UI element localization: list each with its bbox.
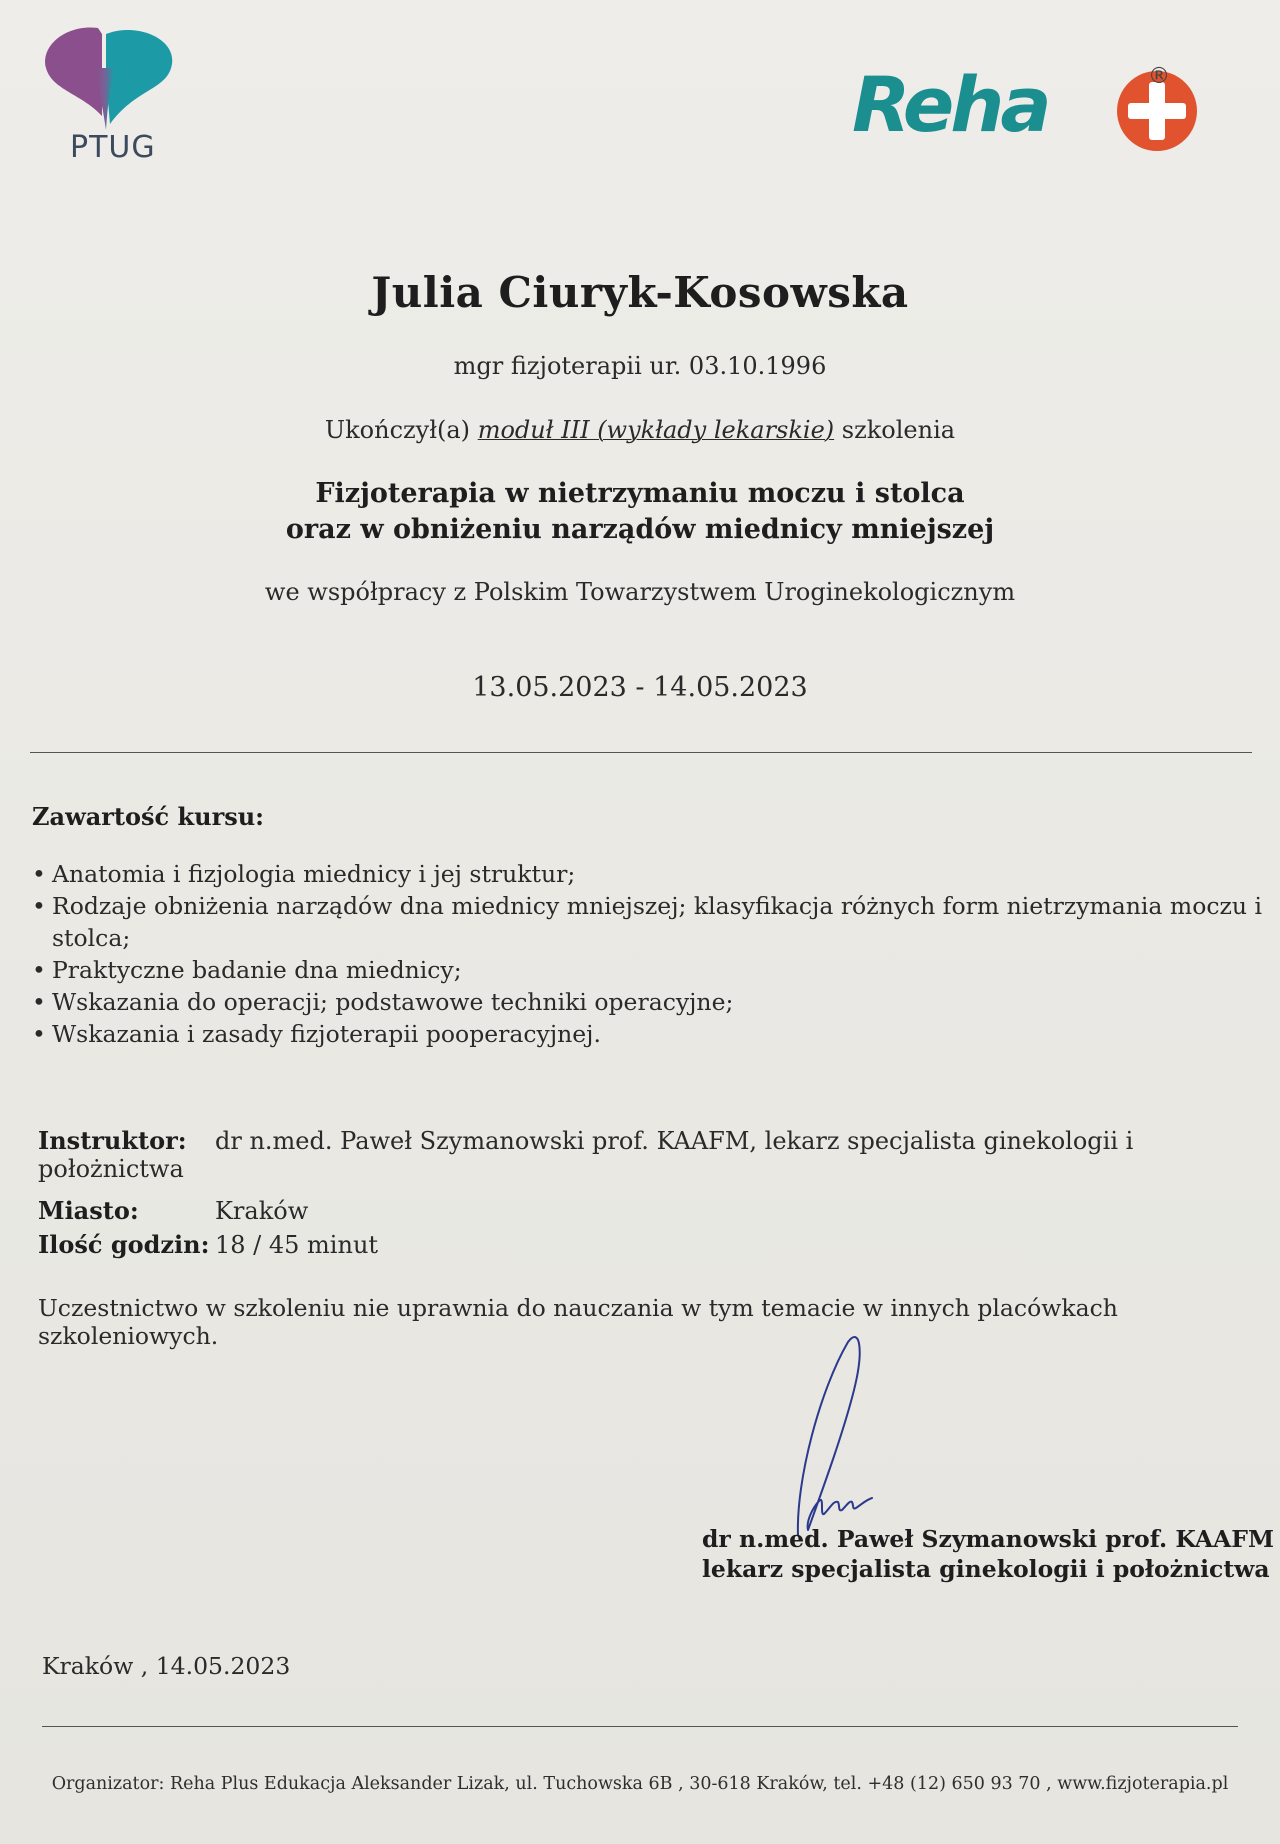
ptug-logo	[36, 18, 186, 168]
completion-line	[0, 416, 1280, 444]
course-title	[0, 476, 1280, 548]
completion-suffix: szkolenia	[841, 416, 956, 444]
ptug-logo-mark	[36, 18, 186, 138]
signer-block	[702, 1524, 1274, 1584]
instructor-value: dr n.med. Paweł Szymanowski prof. KAAFM, lekarz specjalista ginekologii i położnictwa	[38, 1127, 1134, 1183]
instructor-label: Instruktor:	[38, 1126, 187, 1155]
hours-label: Ilość godzin:	[38, 1230, 210, 1259]
city-row	[38, 1196, 308, 1225]
hours-value: 18 / 45 minut	[215, 1231, 379, 1259]
participant-name: Julia Ciuryk-Kosowska	[371, 268, 909, 317]
signer-title: lekarz specjalista ginekologii i położnictwa	[702, 1555, 1270, 1583]
completion-module: moduł III (wykłady lekarskie)	[477, 416, 835, 444]
notice-text: Uczestnictwo w szkoleniu nie uprawnia do nauczania w tym temacie w innych placówkach szkoleniowych.	[38, 1294, 1118, 1350]
divider	[42, 1726, 1238, 1727]
ptug-logo-text: PTUG	[70, 130, 156, 165]
cooperation-line: we współpracy z Polskim Towarzystwem Uroginekologicznym	[264, 578, 1016, 606]
reha-logo-text: Reha	[852, 60, 1048, 149]
divider	[30, 752, 1252, 753]
content-list	[30, 858, 1262, 1050]
list-item: • Wskazania i zasady fizjoterapii pooperacyjnej.	[52, 1018, 1262, 1050]
list-item: • Wskazania do operacji; podstawowe techniki operacyjne;	[52, 986, 1262, 1018]
organizer-footer: Organizator: Reha Plus Edukacja Aleksander Lizak, ul. Tuchowska 6B , 30-618 Kraków, tel. +48 (12) 650 93 70 , www.fizjoterapia.pl	[51, 1774, 1229, 1794]
reha-plus-logo	[852, 60, 1182, 160]
degree-line: mgr fizjoterapii ur. 03.10.1996	[453, 352, 827, 380]
course-title-line2: oraz w obniżeniu narządów miednicy mniejszej	[285, 514, 995, 545]
registered-mark: ®	[1148, 64, 1170, 89]
completion-prefix: Ukończył(a)	[324, 416, 471, 444]
place-date: Kraków , 14.05.2023	[42, 1652, 291, 1680]
course-dates: 13.05.2023 - 14.05.2023	[472, 672, 808, 703]
city-label: Miasto:	[38, 1196, 139, 1225]
content-heading: Zawartość kursu:	[32, 802, 265, 831]
signer-name: dr n.med. Paweł Szymanowski prof. KAAFM	[702, 1525, 1274, 1553]
hours-row	[38, 1230, 378, 1259]
course-title-line1: Fizjoterapia w nietrzymaniu moczu i stolca	[315, 478, 965, 509]
city-value: Kraków	[215, 1197, 309, 1225]
instructor-row	[38, 1126, 1280, 1183]
signature-mark	[790, 1330, 910, 1550]
list-item: • Praktyczne badanie dna miednicy;	[52, 954, 1262, 986]
list-item: • Anatomia i fizjologia miednicy i jej struktur;	[52, 858, 1262, 890]
list-item: • Rodzaje obniżenia narządów dna miednicy mniejszej; klasyfikacja różnych form nietrzymania moczu i stolca;	[52, 890, 1262, 954]
